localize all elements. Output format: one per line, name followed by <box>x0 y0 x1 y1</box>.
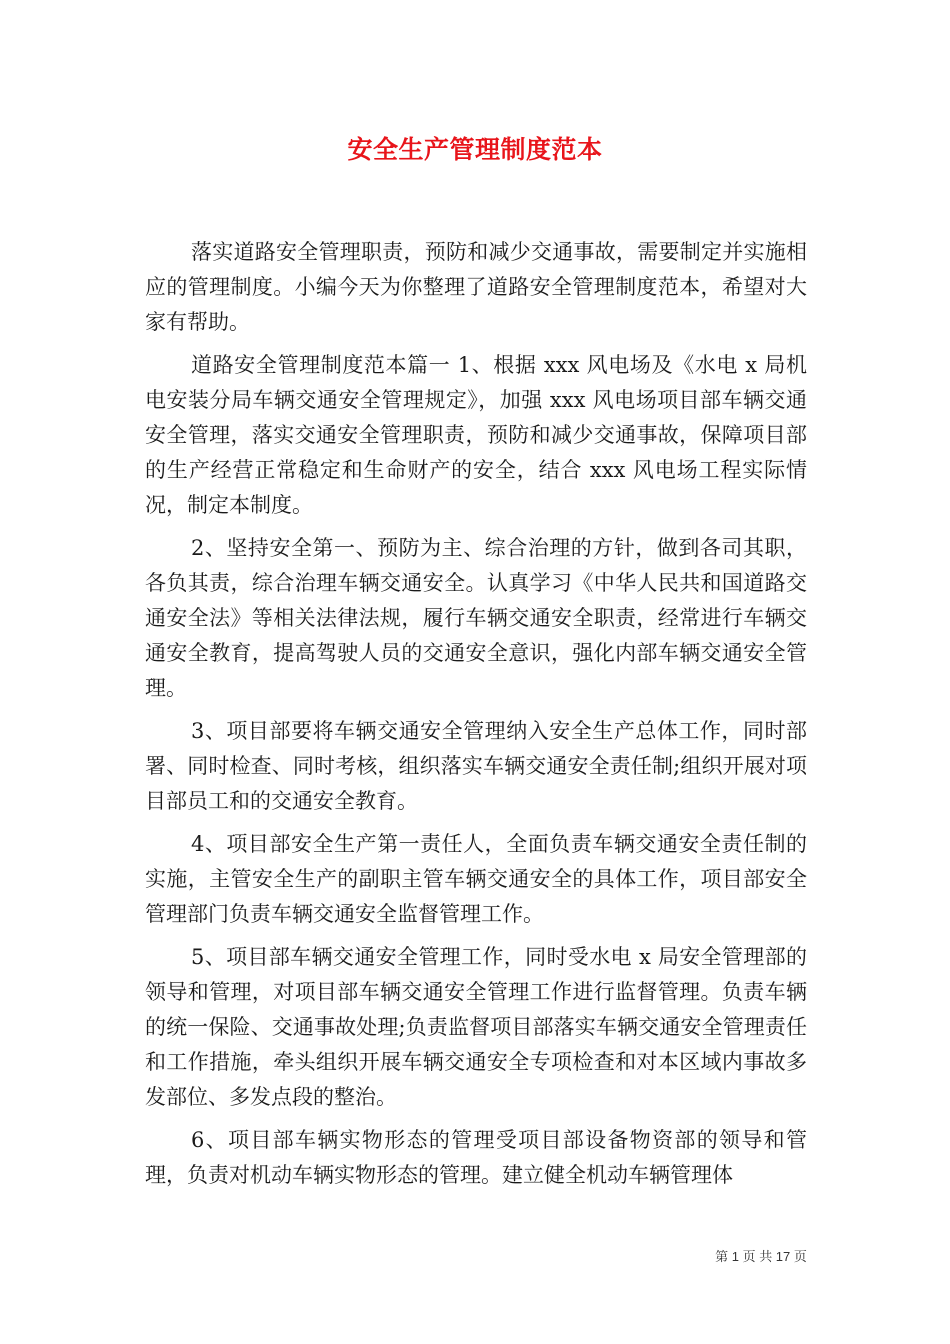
paragraph-4: 4、项目部安全生产第一责任人，全面负责车辆交通安全责任制的实施，主管安全生产的副职主管车辆交通安全的具体工作，项目部安全管理部门负责车辆交通安全监督管理工作。 <box>145 832 807 926</box>
paragraph-5: 5、项目部车辆交通安全管理工作，同时受水电 x 局安全管理部的领导和管理，对项目部车辆交通安全管理工作进行监督管理。负责车辆的统一保险、交通事故处理;负责监督项目部落实车辆交通安全管理责任和工作措施，牵头组织开展车辆交通安全专项检查和对本区域内事故多发部位、多发点段的整治。 <box>145 945 807 1109</box>
paragraph-intro: 落实道路安全管理职责，预防和减少交通事故，需要制定并实施相应的管理制度。小编今天为你整理了道路安全管理制度范本，希望对大家有帮助。 <box>145 240 807 334</box>
paragraph-3: 3、项目部要将车辆交通安全管理纳入安全生产总体工作，同时部署、同时检查、同时考核，组织落实车辆交通安全责任制;组织开展对项目部员工和的交通安全教育。 <box>145 719 807 813</box>
page-number-footer: 第 1 页 共 17 页 <box>715 1249 807 1264</box>
paragraph-1: 道路安全管理制度范本篇一 1、根据 xxx 风电场及《水电 x 局机电安装分局车辆交通安全管理规定》，加强 xxx 风电场项目部车辆交通安全管理，落实交通安全管理职责，预防和减少交通事故，保障项目部的生产经营正常稳定和生命财产的安全，结合 xxx 风电场工程实际情况，制定本制度。 <box>145 353 807 517</box>
paragraph-2: 2、坚持安全第一、预防为主、综合治理的方针，做到各司其职，各负其责，综合治理车辆交通安全。认真学习《中华人民共和国道路交通安全法》等相关法律法规，履行车辆交通安全职责，经常进行车辆交通安全教育，提高驾驶人员的交通安全意识，强化内部车辆交通安全管理。 <box>145 536 807 700</box>
document-body <box>145 235 807 1193</box>
paragraph-6: 6、项目部车辆实物形态的管理受项目部设备物资部的领导和管理，负责对机动车辆实物形态的管理。建立健全机动车辆管理体 <box>145 1128 807 1187</box>
document-title: 安全生产管理制度范本 <box>347 135 603 164</box>
